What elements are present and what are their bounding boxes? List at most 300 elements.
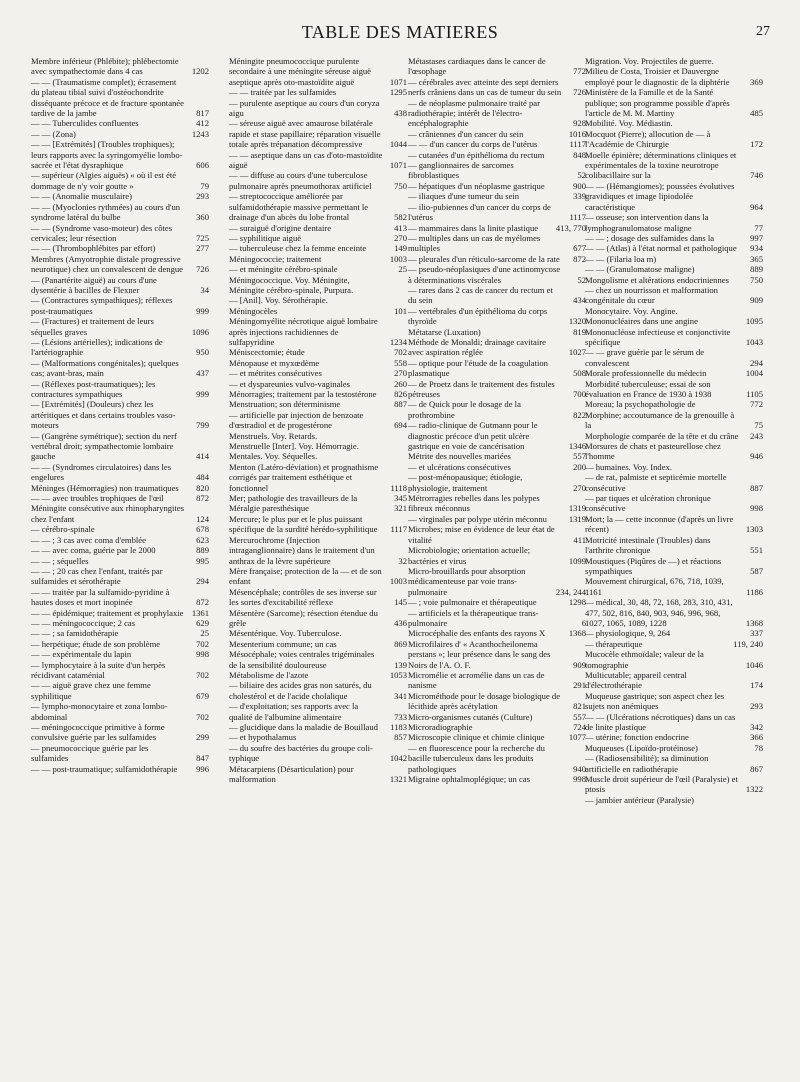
- index-entry: [229, 743, 407, 764]
- index-entry: [31, 722, 209, 743]
- entry-page-ref: 726: [573, 87, 586, 98]
- index-entry: [585, 316, 763, 326]
- index-entry: [229, 462, 407, 493]
- entry-text: — — (Myoclonies rythmées) au cours d'un syndrome latéral du bulbe: [31, 201, 181, 223]
- entry-page-ref: 1243: [191, 128, 209, 139]
- index-entry: [229, 670, 407, 680]
- entry-page-ref: 964: [750, 201, 763, 212]
- entry-page-ref: 32: [398, 555, 407, 566]
- index-column-4: [585, 56, 763, 805]
- entry-text: — [Extrémités] (Douleurs) chez les artéritiques et dans certains troubles vaso-moteurs: [31, 399, 176, 431]
- index-entry: [229, 358, 407, 368]
- index-entry: [229, 503, 407, 513]
- entry-page-ref: 1322: [745, 784, 763, 795]
- entry-page-ref: 337: [750, 628, 763, 639]
- entry-text: — d'exploitation; ses rapports avec la qualité de l'albumine alimentaire: [229, 701, 359, 722]
- entry-page-ref: 34: [200, 284, 209, 295]
- index-entry: [229, 264, 407, 274]
- index-entry: [229, 649, 407, 670]
- entry-text: — artificiels et la thérapeutique trans-pulmonaire: [408, 607, 539, 628]
- entry-page-ref: 411: [573, 534, 586, 545]
- entry-text: Mésentérique. Voy. Tuberculose.: [229, 628, 342, 639]
- index-entry: [408, 129, 586, 139]
- entry-text: — rares dans 2 cas de cancer du rectum et du sein: [408, 284, 553, 306]
- index-entry: [408, 566, 586, 597]
- index-entry: [229, 191, 407, 222]
- index-entry: [585, 233, 763, 243]
- entry-text: Métrite des nouvelles mariées: [408, 451, 511, 462]
- index-entry: [31, 118, 209, 128]
- index-entry: [229, 347, 407, 357]
- index-entry: [229, 732, 407, 742]
- entry-page-ref: 438: [394, 108, 407, 119]
- entry-page-ref: 369: [750, 76, 763, 87]
- index-entry: [408, 306, 586, 327]
- entry-page-ref: 124: [196, 513, 209, 524]
- entry-page-ref: 77: [754, 222, 763, 233]
- entry-text: Mocquot (Pierre); allocution de — à l'Académie de Chirurgie: [585, 128, 711, 150]
- index-entry: [408, 327, 586, 337]
- index-column-1: [31, 56, 209, 774]
- entry-page-ref: 139: [394, 659, 407, 670]
- entry-page-ref: 484: [196, 472, 209, 483]
- index-entry: [229, 379, 407, 389]
- entry-page-ref: 819: [573, 326, 586, 337]
- entry-text: — et méningite cérébro-spinale: [229, 264, 338, 275]
- index-entry: [585, 129, 763, 150]
- entry-text: Mobilité. Voy. Médiastin.: [585, 118, 673, 129]
- index-entry: [585, 670, 763, 691]
- entry-page-ref: 6: [581, 617, 586, 628]
- entry-page-ref: 75: [754, 420, 763, 431]
- index-entry: [31, 701, 209, 722]
- entry-text: — syphilitique aiguë: [229, 232, 302, 243]
- entry-text: — — traitée par la sulfamido-pyridine à hautes doses et mort inopinée: [31, 586, 170, 608]
- entry-page-ref: 934: [750, 243, 763, 254]
- index-entry: [585, 410, 763, 431]
- entry-text: Métatarse (Luxation): [408, 326, 481, 337]
- entry-text: — crâniennes d'un cancer du sein: [408, 128, 524, 139]
- entry-page-ref: 996: [196, 763, 209, 774]
- entry-text: Muscle droit supérieur de l'œil (Paralysie) et ptosis: [585, 774, 738, 795]
- entry-text: — (Malformations congénitales); quelques cas; avant-bras, main: [31, 357, 179, 379]
- entry-text: — — d'un cancer du corps de l'utérus: [408, 139, 538, 150]
- entry-text: — virginales par polype utérin méconnu: [408, 513, 547, 524]
- entry-page-ref: 999: [196, 389, 209, 399]
- index-entry: [31, 316, 209, 337]
- entry-page-ref: 998: [196, 649, 209, 660]
- index-entry: [585, 87, 763, 118]
- index-entry: [585, 254, 763, 264]
- entry-page-ref: 724: [573, 722, 586, 732]
- index-entry: [408, 451, 586, 461]
- index-entry: [31, 493, 209, 503]
- entry-text: — — aseptique dans un cas d'oto-mastoïdite aiguë: [229, 149, 383, 171]
- index-entry: [229, 410, 407, 431]
- entry-text: — cérébrales avec atteinte des sept derniers nerfs crâniens dans un cas de tumeur du sein: [408, 76, 562, 98]
- entry-page-ref: 551: [750, 545, 763, 556]
- entry-text: — biliaire des acides gras non saturés, du cholestérol et de l'acide cholalique: [229, 680, 372, 701]
- entry-page-ref: 365: [750, 253, 763, 264]
- entry-text: — du soufre des bactéries du groupe coli-typhique: [229, 742, 373, 764]
- entry-page-ref: 872: [573, 253, 586, 264]
- index-entry: [229, 118, 407, 149]
- entry-text: — (Fractures) et traitement de leurs séquelles graves: [31, 316, 154, 337]
- index-entry: [408, 191, 586, 201]
- entry-text: Migraine ophtalmoplégique; un cas: [408, 774, 530, 785]
- entry-page-ref: 1320: [568, 316, 586, 327]
- index-entry: [585, 628, 763, 638]
- entry-text: Microscopie clinique et chimie clinique: [408, 732, 545, 743]
- entry-page-ref: 848: [573, 149, 586, 160]
- entry-text: Moreau; la psychopathologie de: [585, 399, 696, 410]
- entry-text: — — épidémique; traitement et prophylaxie: [31, 607, 184, 618]
- entry-page-ref: 434: [573, 295, 586, 306]
- index-entry: [31, 566, 209, 587]
- index-entry: [408, 732, 586, 742]
- entry-page-ref: 1003: [389, 253, 407, 264]
- index-entry: [585, 535, 763, 556]
- entry-page-ref: 772: [750, 399, 763, 410]
- index-entry: [408, 56, 586, 77]
- index-entry: [31, 587, 209, 608]
- index-entry: [31, 223, 209, 244]
- entry-text: — tuberculeuse chez la femme enceinte: [229, 243, 367, 254]
- entry-text: — — grave guérie par le sérum de convalescent: [585, 347, 705, 368]
- entry-page-ref: 887: [750, 482, 763, 493]
- index-entry: [229, 223, 407, 233]
- index-entry: [408, 160, 586, 181]
- entry-page-ref: 1346: [568, 441, 586, 452]
- entry-page-ref: 587: [750, 565, 763, 576]
- entry-page-ref: 1361: [191, 607, 209, 618]
- entry-page-ref: 260: [394, 378, 407, 389]
- entry-page-ref: 1202: [191, 66, 209, 77]
- index-entry: [585, 774, 763, 795]
- entry-text: — herpétique; étude de son problème: [31, 638, 161, 649]
- entry-text: — — ; 20 cas chez l'enfant, traités par sulfamides et sérothérapie: [31, 565, 163, 587]
- index-entry: [408, 712, 586, 722]
- entry-page-ref: 78: [754, 742, 763, 753]
- entry-text: Micromélie et acromélie dans un cas de nanisme: [408, 669, 545, 691]
- entry-text: Méningococcie; traitement: [229, 253, 322, 264]
- index-entry: [31, 556, 209, 566]
- entry-page-ref: 821: [573, 701, 586, 712]
- index-entry: [31, 399, 209, 430]
- index-entry: [31, 524, 209, 534]
- entry-page-ref: 485: [750, 108, 763, 119]
- entry-text: Membre inférieur (Phlébite); phlébectomie avec sympathectomie dans 4 cas: [31, 56, 179, 77]
- index-entry: [229, 275, 407, 296]
- entry-text: — et métrites consécutives: [229, 368, 322, 379]
- entry-page-ref: 1186: [746, 586, 763, 597]
- index-entry: [229, 764, 407, 785]
- index-entry: [229, 701, 407, 722]
- entry-text: Mésencéphale; contrôles de ses inverse sur les sortes d'excitabilité réflexe: [229, 586, 377, 608]
- entry-text: Métabolisme de l'azote: [229, 669, 309, 680]
- entry-text: — iliaques d'une tumeur du sein: [408, 191, 520, 202]
- entry-text: — thérapeutique: [585, 638, 643, 649]
- entry-text: — — [Extrémités] (Troubles trophiques); leurs rapports avec la syringomyélie lombo-sacrée et l'état dysraphique: [31, 139, 183, 171]
- entry-page-ref: 857: [394, 732, 407, 743]
- entry-page-ref: 909: [573, 659, 586, 670]
- index-entry: [229, 441, 407, 451]
- entry-text: — — méningococcique; 2 cas: [31, 617, 136, 628]
- entry-text: Méningite pneumococcique purulente secondaire à une méningite séreuse aiguë aseptique après oto-mastoïdite aiguë: [229, 56, 371, 87]
- entry-page-ref: 366: [750, 732, 763, 743]
- index-entry: [229, 628, 407, 638]
- entry-page-ref: 412: [196, 118, 209, 129]
- entry-page-ref: 928: [573, 118, 586, 129]
- entry-text: — ganglionnaires de sarcomes fibroblastiques: [408, 160, 514, 181]
- entry-page-ref: 817: [196, 108, 209, 119]
- index-entry: [31, 660, 209, 681]
- entry-page-ref: 291: [573, 680, 586, 691]
- index-entry: [229, 87, 407, 97]
- index-entry: [408, 462, 586, 472]
- index-entry: [585, 712, 763, 733]
- entry-page-ref: 702: [196, 638, 209, 649]
- entry-text: Mononucléose infectieuse et conjonctivite spécifique: [585, 326, 731, 347]
- entry-text: Méninges (Hémorragies) non traumatiques: [31, 482, 179, 493]
- entry-page-ref: 582: [394, 212, 407, 223]
- entry-page-ref: 52: [577, 170, 586, 181]
- index-entry: [31, 56, 209, 77]
- index-entry: [585, 368, 763, 378]
- index-entry: [229, 608, 407, 629]
- entry-text: — — expérimentale du lapin: [31, 649, 132, 660]
- entry-page-ref: 270: [394, 232, 407, 243]
- entry-text: Muqueuse gastrique; son aspect chez les sujets non anémiques: [585, 690, 725, 712]
- entry-text: Morbidité tuberculeuse; essai de son évaluation en France de 1930 à 1938: [585, 378, 712, 399]
- entry-text: Microcéphalie des enfants des rayons X: [408, 628, 546, 639]
- entry-page-ref: 1042: [389, 753, 407, 764]
- index-entry: [585, 639, 763, 649]
- index-entry: [585, 743, 763, 753]
- entry-text: — — ; séquelles: [31, 555, 89, 566]
- entry-page-ref: 726: [196, 264, 209, 275]
- entry-page-ref: 725: [196, 232, 209, 243]
- entry-text: — ; voie pulmonaire et thérapeutique: [408, 597, 537, 608]
- entry-text: Mentales. Voy. Séquelles.: [229, 451, 318, 462]
- entry-page-ref: 750: [394, 180, 407, 191]
- entry-page-ref: 79: [200, 180, 209, 191]
- entry-text: Mercurochrome (Injection intraganglionnaire) dans le traitement d'un anthrax de la lèvre supérieure: [229, 534, 375, 566]
- entry-page-ref: 299: [196, 732, 209, 743]
- index-entry: [229, 680, 407, 701]
- index-entry: [408, 743, 586, 774]
- entry-page-ref: 414: [196, 451, 209, 462]
- entry-page-ref: 1096: [191, 326, 209, 337]
- index-entry: [408, 233, 586, 254]
- entry-text: — et dyspareunies vulvo-vaginales: [229, 378, 350, 389]
- index-entry: [229, 243, 407, 253]
- entry-text: Microméthode pour le dosage biologique de lécithide après acétylation: [408, 690, 561, 712]
- entry-text: Mucocèle ethmoïdale; valeur de la tomographie: [585, 649, 704, 670]
- entry-text: Menton (Latéro-déviation) et prognathisme corrigés par traitement esthétique et fonctionnel: [229, 461, 379, 493]
- entry-page-ref: 889: [750, 264, 763, 275]
- index-entry: [31, 275, 209, 296]
- entry-text: — lympho-monocytaire et zona lombo-abdominal: [31, 701, 168, 722]
- entry-text: Membres (Amyotrophie distale progressive neurotique) chez un convalescent de dengue: [31, 253, 183, 275]
- index-entry: [585, 379, 763, 400]
- entry-page-ref: 872: [196, 597, 209, 608]
- index-entry: [31, 191, 209, 201]
- entry-page-ref: 889: [196, 545, 209, 556]
- index-entry: [585, 56, 763, 66]
- entry-text: — suraiguë d'origine dentaire: [229, 222, 332, 233]
- entry-text: Mongolisme et altérations endocriniennes: [585, 274, 729, 285]
- entry-text: — — ; 3 cas avec coma d'emblée: [31, 534, 146, 545]
- entry-text: — jambier antérieur (Paralysie): [585, 794, 695, 805]
- index-entry: [585, 66, 763, 87]
- entry-text: Microbes; mise en évidence de leur état de vitalité: [408, 524, 555, 545]
- index-entry: [585, 462, 763, 472]
- index-entry: [408, 597, 586, 607]
- index-entry: [408, 379, 586, 400]
- entry-text: — optique pour l'étude de la coagulation plasmatique: [408, 357, 548, 379]
- entry-page-ref: 1298: [568, 597, 586, 608]
- entry-page-ref: 733: [394, 711, 407, 722]
- entry-text: Migration. Voy. Projectiles de guerre.: [585, 56, 714, 66]
- entry-text: — — (Hémangiomes); poussées évolutives gravidiques et image lipiodolée caractéristique: [585, 180, 735, 212]
- index-entry: [31, 628, 209, 638]
- index-entry: [585, 597, 763, 628]
- entry-text: — par tiques et ulcération chronique consécutive: [585, 493, 711, 514]
- entry-text: — pneumococcique guérie par les sulfamides: [31, 742, 149, 764]
- entry-text: Morale professionnelle du médecin: [585, 368, 707, 379]
- index-entry: [408, 181, 586, 191]
- entry-page-ref: 750: [750, 274, 763, 285]
- entry-page-ref: 101: [394, 305, 407, 316]
- entry-page-ref: 557: [573, 711, 586, 722]
- entry-page-ref: 694: [394, 420, 407, 431]
- index-entry: [31, 503, 209, 524]
- entry-text: — méningococcique primitive à forme convulsive guérie par les sulfamides: [31, 722, 165, 743]
- entry-page-ref: 293: [196, 191, 209, 202]
- index-column-2: [229, 56, 407, 784]
- entry-page-ref: 629: [196, 617, 209, 628]
- entry-text: Méningite consécutive aux rhinopharyngites chez l'enfant: [31, 503, 184, 524]
- entry-page-ref: 1321: [389, 774, 407, 785]
- entry-page-ref: 149: [394, 243, 407, 254]
- entry-text: — chez un nourrisson et malformation congénitale du cœur: [585, 284, 718, 306]
- entry-page-ref: 294: [750, 357, 763, 368]
- entry-page-ref: 1071: [389, 160, 407, 171]
- index-entry: [408, 493, 586, 514]
- entry-text: — — (Thrombophlébites par effort): [31, 243, 156, 254]
- index-entry: [408, 150, 586, 160]
- entry-text: — — Tuberculides confluentes: [31, 118, 139, 129]
- entry-text: Moustiques (Piqûres de —) et réactions sympathiques: [585, 555, 722, 576]
- entry-text: — de rat, palmiste et septicémie mortelle consécutive: [585, 472, 727, 493]
- index-entry: [408, 139, 586, 149]
- entry-text: — streptococcique améliorée par sulfamidothérapie massive permettant le drainage d'un abcès du lobe frontal: [229, 191, 369, 223]
- index-entry: [408, 608, 586, 629]
- entry-text: Méthode de Monaldi; drainage cavitaire avec aspiration réglée: [408, 336, 546, 358]
- entry-page-ref: 909: [750, 295, 763, 306]
- entry-page-ref: 341: [394, 690, 407, 701]
- index-entry: [585, 732, 763, 742]
- entry-text: Micro-organismes cutanés (Culture): [408, 711, 533, 722]
- entry-text: — — (Atlas) à l'état normal et pathologique: [585, 243, 737, 254]
- entry-text: — — (Traumatisme complet); écrasement du plateau tibial suivi d'ostéochondrite disséquante précoce et de fracture spontanée tardive de la jambe: [31, 76, 184, 119]
- index-entry: [408, 358, 586, 379]
- index-entry: [585, 306, 763, 316]
- index-entry: [408, 514, 586, 524]
- entry-text: Menstruelle [Inter]. Voy. Hémorragie.: [229, 441, 359, 452]
- entry-text: — lymphocytaire à la suite d'un herpès récidivant cataménial: [31, 659, 166, 680]
- entry-text: Multicutable; appareil central d'électrothérapie: [585, 669, 687, 691]
- index-entry: [585, 576, 763, 597]
- entry-text: Méningomyélite nécrotique aiguë lombaire après injections rachidiennes de sulfapyridine: [229, 316, 378, 347]
- entry-text: — multiples dans un cas de myélomes multiples: [408, 232, 541, 254]
- entry-page-ref: 1368: [745, 617, 763, 628]
- entry-text: — — avec coma, guérie par le 2000: [31, 545, 156, 556]
- entry-text: — et ulcérations consécutives: [408, 461, 511, 472]
- entry-text: Mononucléaires dans une angine: [585, 316, 698, 327]
- entry-page-ref: 1303: [745, 524, 763, 535]
- index-entry: [408, 722, 586, 732]
- entry-text: Morsures de chats et pasteurellose chez l'homme: [585, 441, 721, 462]
- entry-page-ref: 1105: [746, 389, 763, 399]
- entry-page-ref: 746: [750, 170, 763, 181]
- index-entry: [229, 254, 407, 264]
- index-entry: [229, 566, 407, 587]
- entry-text: — séreuse aiguë avec amaurose bilatérale rapide et stase papillaire; réparation visuelle totale après trépanation décompressive: [229, 118, 381, 150]
- index-entry: [31, 295, 209, 316]
- index-entry: [31, 680, 209, 701]
- entry-text: Métastases cardiaques dans le cancer de l'œsophage: [408, 56, 546, 77]
- entry-text: — — (Syndromes circulatoires) dans les engelures: [31, 461, 172, 483]
- entry-page-ref: 1319: [568, 503, 586, 514]
- index-entry: [585, 399, 763, 409]
- entry-text: Mésocéphale; voies centrales trigéminales de la sensibilité douloureuse: [229, 649, 375, 670]
- entry-text: — (Lésions artérielles); indications de l'artériographie: [31, 336, 163, 358]
- index-entry: [229, 233, 407, 243]
- index-entry: [31, 483, 209, 493]
- entry-page-ref: 677: [573, 243, 586, 254]
- entry-text: — (Réflexes post-traumatiques); les contractures sympathiques: [31, 378, 156, 399]
- entry-text: — de Proetz dans le traitement des fistules pétreuses: [408, 378, 555, 399]
- index-entry: [229, 722, 407, 732]
- index-entry: [31, 545, 209, 555]
- entry-page-ref: 826: [394, 389, 407, 399]
- index-entry: [229, 368, 407, 378]
- entry-text: — — ; dosage des sulfamides dans la: [585, 232, 715, 243]
- index-entry: [229, 587, 407, 608]
- index-entry: [229, 306, 407, 316]
- index-entry: [229, 316, 407, 347]
- entry-page-ref: 999: [196, 305, 209, 316]
- entry-text: Menstruation; son déterminisme: [229, 399, 341, 410]
- entry-page-ref: 174: [750, 680, 763, 691]
- index-entry: [585, 514, 763, 535]
- entry-text: — (Radiosensibilité); sa diminution artificielle en radiothérapie: [585, 753, 709, 774]
- entry-text: — utérine; fonction endocrine: [585, 732, 689, 743]
- entry-page-ref: 1295: [389, 87, 407, 98]
- index-entry: [31, 139, 209, 170]
- index-entry: [585, 441, 763, 462]
- entry-page-ref: 1046: [745, 659, 763, 670]
- index-entry: [408, 98, 586, 129]
- index-entry: [408, 545, 586, 566]
- index-entry: [229, 514, 407, 535]
- entry-page-ref: 25: [398, 264, 407, 275]
- index-entry: [229, 639, 407, 649]
- entry-text: Méningocèles: [229, 305, 278, 316]
- entry-text: Ménorragies; traitement par la testostérone: [229, 389, 377, 399]
